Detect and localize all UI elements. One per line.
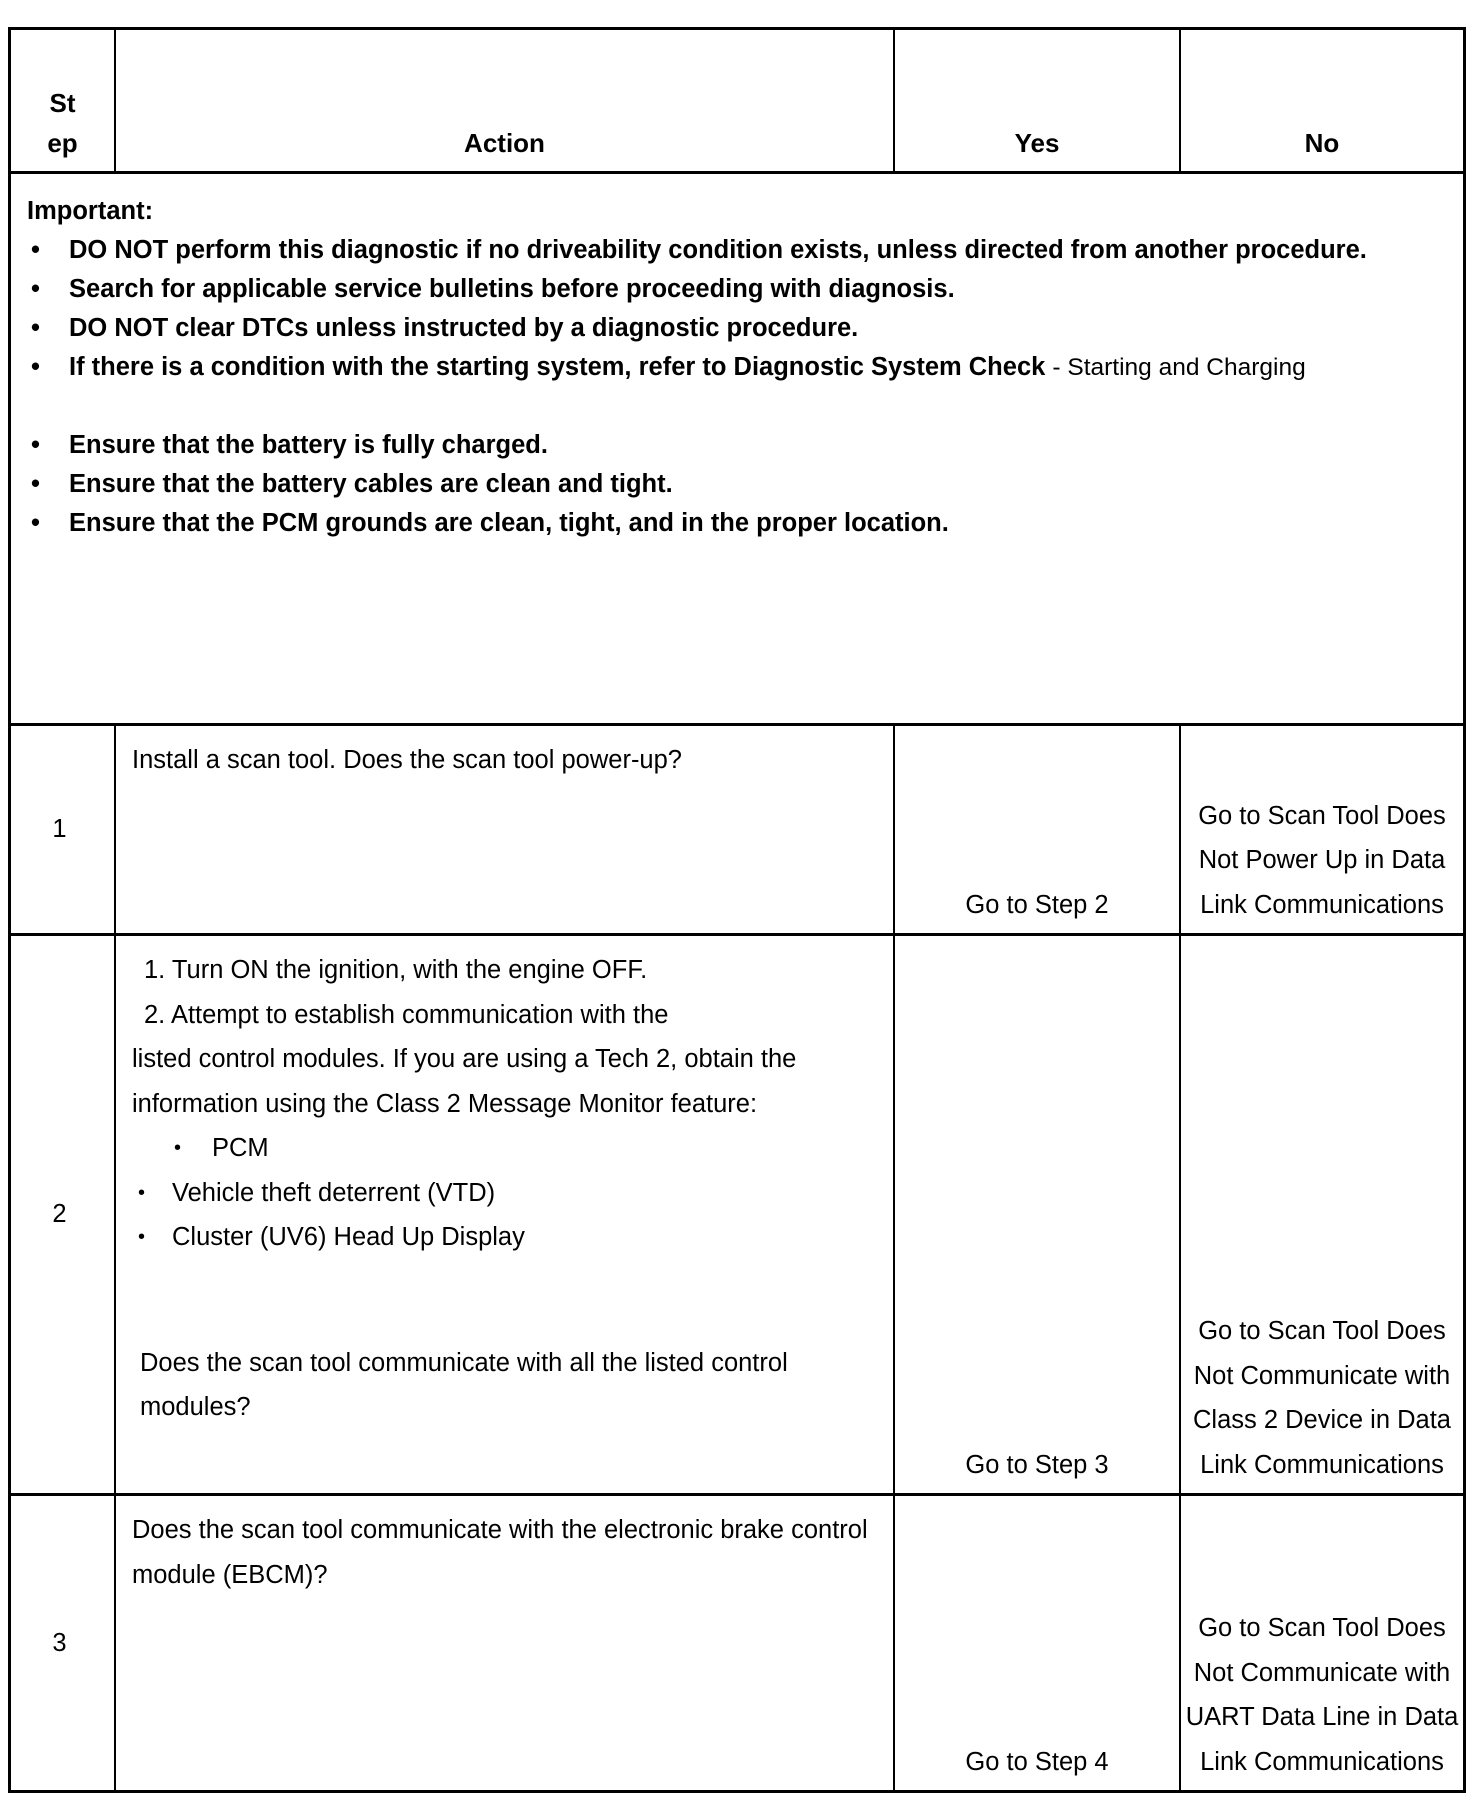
yes-result: Go to Step 4 bbox=[893, 1496, 1179, 1790]
no-result-text: Go to Scan Tool Does Not Power Up in Data Link Communications bbox=[1198, 801, 1446, 919]
module-item: • Cluster (UV6) Head Up Display bbox=[132, 1215, 881, 1260]
module-item: • PCM bbox=[132, 1126, 881, 1171]
action-text: Install a scan tool. Does the scan tool power-up? bbox=[114, 726, 893, 933]
spacer bbox=[27, 387, 1449, 426]
important-bullet: • Ensure that the PCM grounds are clean, tight, and in the proper location. bbox=[27, 504, 1449, 543]
header-yes: Yes bbox=[893, 30, 1179, 171]
action-step: 2. Attempt to establish communication with the bbox=[144, 1000, 669, 1029]
important-bullet: • Search for applicable service bulletins before proceeding with diagnosis. bbox=[27, 270, 1449, 309]
no-result-text: Go to Scan Tool Does Not Communicate with UART Data Line in Data Link Communications bbox=[1185, 1614, 1459, 1776]
important-bullet: • Ensure that the battery cables are clean and tight. bbox=[27, 465, 1449, 504]
important-bullet: • DO NOT perform this diagnostic if no driveability condition exists, unless directed from another procedure. bbox=[27, 231, 1449, 270]
diagnostic-table bbox=[8, 27, 1466, 1793]
header-no: No bbox=[1179, 30, 1463, 171]
starting-charging-ref: - Starting and Charging bbox=[1052, 354, 1306, 381]
spacer bbox=[132, 1260, 881, 1341]
important-bullet: • DO NOT clear DTCs unless instructed by a diagnostic procedure. bbox=[27, 309, 1449, 348]
action-text: Does the scan tool communicate with the electronic brake control module (EBCM)? bbox=[114, 1496, 893, 1790]
no-result bbox=[1179, 1496, 1463, 1790]
header-step-label: Step bbox=[47, 88, 78, 158]
table-header bbox=[8, 27, 1466, 174]
action-question: Does the scan tool communicate with all the listed control modules? bbox=[140, 1348, 788, 1421]
action-continued: listed control modules. If you are using a Tech 2, obtain the information using the Class 2 Message Monitor feature: bbox=[132, 1045, 797, 1118]
no-result bbox=[1179, 726, 1463, 933]
table-row bbox=[8, 936, 1466, 1496]
no-result-text: Go to Scan Tool Does Not Communicate with Class 2 Device in Data Link Communications bbox=[1193, 1317, 1451, 1479]
starting-system-note: If there is a condition with the starting system, refer to Diagnostic System Check bbox=[69, 353, 1046, 381]
yes-result: Go to Step 3 bbox=[893, 936, 1179, 1493]
header-step bbox=[11, 30, 114, 171]
action-cell bbox=[114, 936, 893, 1493]
table-row bbox=[8, 1496, 1466, 1793]
step-number: 1 bbox=[52, 815, 67, 844]
important-title: Important: bbox=[27, 197, 154, 225]
important-bullet bbox=[27, 348, 1449, 387]
important-notes bbox=[8, 174, 1466, 726]
yes-result: Go to Step 2 bbox=[893, 726, 1179, 933]
header-action: Action bbox=[114, 30, 893, 171]
step-number: 3 bbox=[52, 1628, 67, 1657]
step-number: 2 bbox=[52, 1200, 67, 1229]
action-step: 1. Turn ON the ignition, with the engine OFF. bbox=[144, 956, 648, 984]
no-result bbox=[1179, 936, 1463, 1493]
table-row bbox=[8, 726, 1466, 936]
important-bullet: • Ensure that the battery is fully charged. bbox=[27, 426, 1449, 465]
module-item: • Vehicle theft deterrent (VTD) bbox=[132, 1171, 881, 1216]
